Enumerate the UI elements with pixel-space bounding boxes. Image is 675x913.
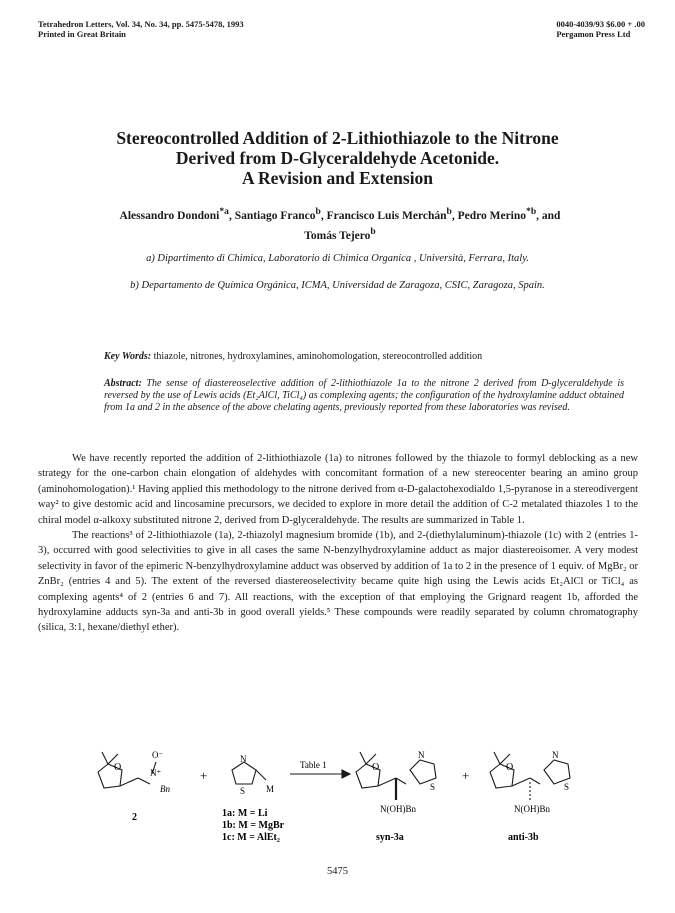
plus-sign-2: + — [462, 768, 470, 783]
publisher-header — [556, 19, 645, 39]
author-marker: b — [370, 225, 376, 237]
page-number: 5475 — [327, 866, 348, 877]
abstract-label: Abstract: — [104, 378, 142, 389]
affiliation-b: b) Departamento de Química Orgánica, ICMA, Universidad de Zaragoza, CSIC, Zaragoza, Spain. — [130, 280, 545, 291]
abstract-text: The sense of diastereoselective addition of 2-lithiothiazole 1a to the nitrone 2 derived from D-glyceraldehyde is reversed by the use of Lewis acids (Et₂AlCl, TiCl₄) as complexing agents; the configuration of the hydroxylamine adduct obtained from 1a and 2 in the absence of the above chelating agents, previously reported from these laboratories was revised. — [104, 378, 624, 413]
publisher-name: Pergamon Press Ltd — [556, 29, 631, 39]
author-marker: b — [446, 206, 452, 217]
body-paragraph-2: The reactions³ of 2-lithiothiazole (1a), 2-thiazolyl magnesium bromide (1b), and 2-(diethylaluminum)-thiazole (1c) with 2 (entries 1-3), occurred with good selectivities to give in all cases the same N-benzylhydroxylamine adduct as major diastereoisomer. A very modest selectivity in favor of the epimeric N-benzylhydroxylamine adduct was observed by addition of 1a to 2 in the presence of 1 equiv. of MgBr₂ or ZnBr₂ (entries 4 and 5). The extent of the reversed diastereoselectivity became quite high using the Lewis acids Et₂AlCl or TiCl₄ as complexing agents⁴ of 2 (entries 6 and 7). All reactions, with the exception of that employing the Grignard reagent 1b, afforded the hydroxylamine adducts syn-3a and anti-3b in good overall yields.⁵ These compounds were readily separated by column chromatography (silica, 3:1, hexane/diethyl ether). — [38, 530, 638, 634]
title-line-2-pre: Derived from — [175, 148, 281, 168]
syn-thiazole-ring — [410, 760, 436, 784]
thiazole-m-label: M — [266, 784, 275, 794]
nitrone-o-label: O — [114, 762, 122, 773]
body-text — [38, 451, 638, 636]
anti-o-label: O — [506, 762, 514, 773]
author-list: Alessandro Dondoni$^{*a}$, Santiago Franco$^b$, Francisco Luis Merchán$^b$, Pedro Merino$^{*b}$, and Tomás Tejero$^b$ — [119, 206, 561, 242]
title-line-2-smallcaps: D — [280, 148, 294, 168]
thiazole-s-label: S — [240, 786, 246, 796]
affiliation-a: a) Dipartimento di Chimica, Laboratorio di Chimica Organica , Università, Ferrara, Italy. — [146, 253, 529, 264]
nitrone-ominus-label: O⁻ — [152, 750, 164, 760]
syn-nohbn-label: N(OH)Bn — [380, 804, 416, 814]
author-name: Tomás Tejero — [304, 229, 371, 242]
author-name: Alessandro Dondoni — [119, 209, 220, 222]
thiazole-reagent-ring — [232, 762, 256, 784]
plus-sign-1: + — [200, 768, 208, 783]
scheme-drawing — [80, 740, 600, 860]
author-name: Santiago Franco — [234, 209, 316, 222]
title-line-2 — [60, 148, 615, 168]
author-conjunction: and — [541, 209, 561, 222]
anti-thiazole-ring — [544, 760, 570, 784]
reagent-1c-label: 1c: M = AlEt₂ — [222, 832, 280, 843]
anti-3b-label: anti-3b — [508, 832, 539, 843]
author-name: Francisco Luis Merchán — [326, 209, 447, 222]
reaction-scheme — [80, 740, 600, 860]
paper-title — [60, 128, 615, 188]
nitrone-n-label: N⁺ — [150, 768, 162, 778]
syn-3a-label: syn-3a — [376, 832, 404, 843]
anti-nohbn-label: N(OH)Bn — [514, 804, 550, 814]
compound-2-label: 2 — [132, 812, 137, 823]
reagent-1b-label: 1b: M = MgBr — [222, 820, 285, 831]
title-line-2-post: -Glyceraldehyde Acetonide. — [293, 148, 500, 168]
arrow-condition-label: Table 1 — [300, 760, 327, 770]
title-line-1: Stereocontrolled Addition of 2-Lithiothiazole to the Nitrone — [116, 128, 559, 148]
journal-header — [38, 19, 244, 39]
body-paragraph-1: We have recently reported the addition of 2-lithiothiazole (1a) to nitrones followed by the thiazole to formyl deblocking as a new strategy for the one-carbon chain elongation of aldehydes with concomitant formation of a new stereocenter bearing an amino group (aminohomologation).¹ Having applied this methodology to the nitrone derived from α-D-galactohexodialdo 1,5-pyranose in a stereodivergent way² to give destomic acid and lincosamine precursors, we decided to explore in more detail the addition of C-2 metalated thiazoles 1 to the chiral model α-alkoxy substituted nitrone 2, derived from D-glyceraldehyde. The results are summarized in Table 1. — [38, 453, 638, 526]
anti-thiazole-n-label: N — [552, 750, 559, 760]
printed-in: Printed in Great Britain — [38, 29, 126, 39]
author-marker: b — [315, 206, 321, 217]
nitrone-bn-label: Bn — [160, 784, 170, 794]
issn-code: 0040-4039/93 $6.00 + .00 — [556, 19, 645, 29]
keywords-text: thiazole, nitrones, hydroxylamines, aminohomologation, stereocontrolled addition — [153, 351, 483, 362]
thiazole-n-label: N — [240, 754, 247, 764]
anti-thiazole-s-label: S — [564, 782, 570, 792]
keywords — [104, 351, 624, 362]
syn-thiazole-s-label: S — [430, 782, 436, 792]
abstract — [104, 378, 624, 414]
author-marker: *b — [526, 206, 537, 217]
reagent-1a-label: 1a: M = Li — [222, 808, 268, 819]
journal-citation: Tetrahedron Letters, Vol. 34, No. 34, pp. 5475-5478, 1993 — [38, 19, 244, 29]
keywords-label: Key Words: — [104, 351, 152, 362]
syn-o-label: O — [372, 762, 380, 773]
title-line-3: A Revision and Extension — [241, 168, 434, 188]
author-marker: *a — [219, 206, 229, 217]
author-name: Pedro Merino — [457, 209, 527, 222]
syn-thiazole-n-label: N — [418, 750, 425, 760]
